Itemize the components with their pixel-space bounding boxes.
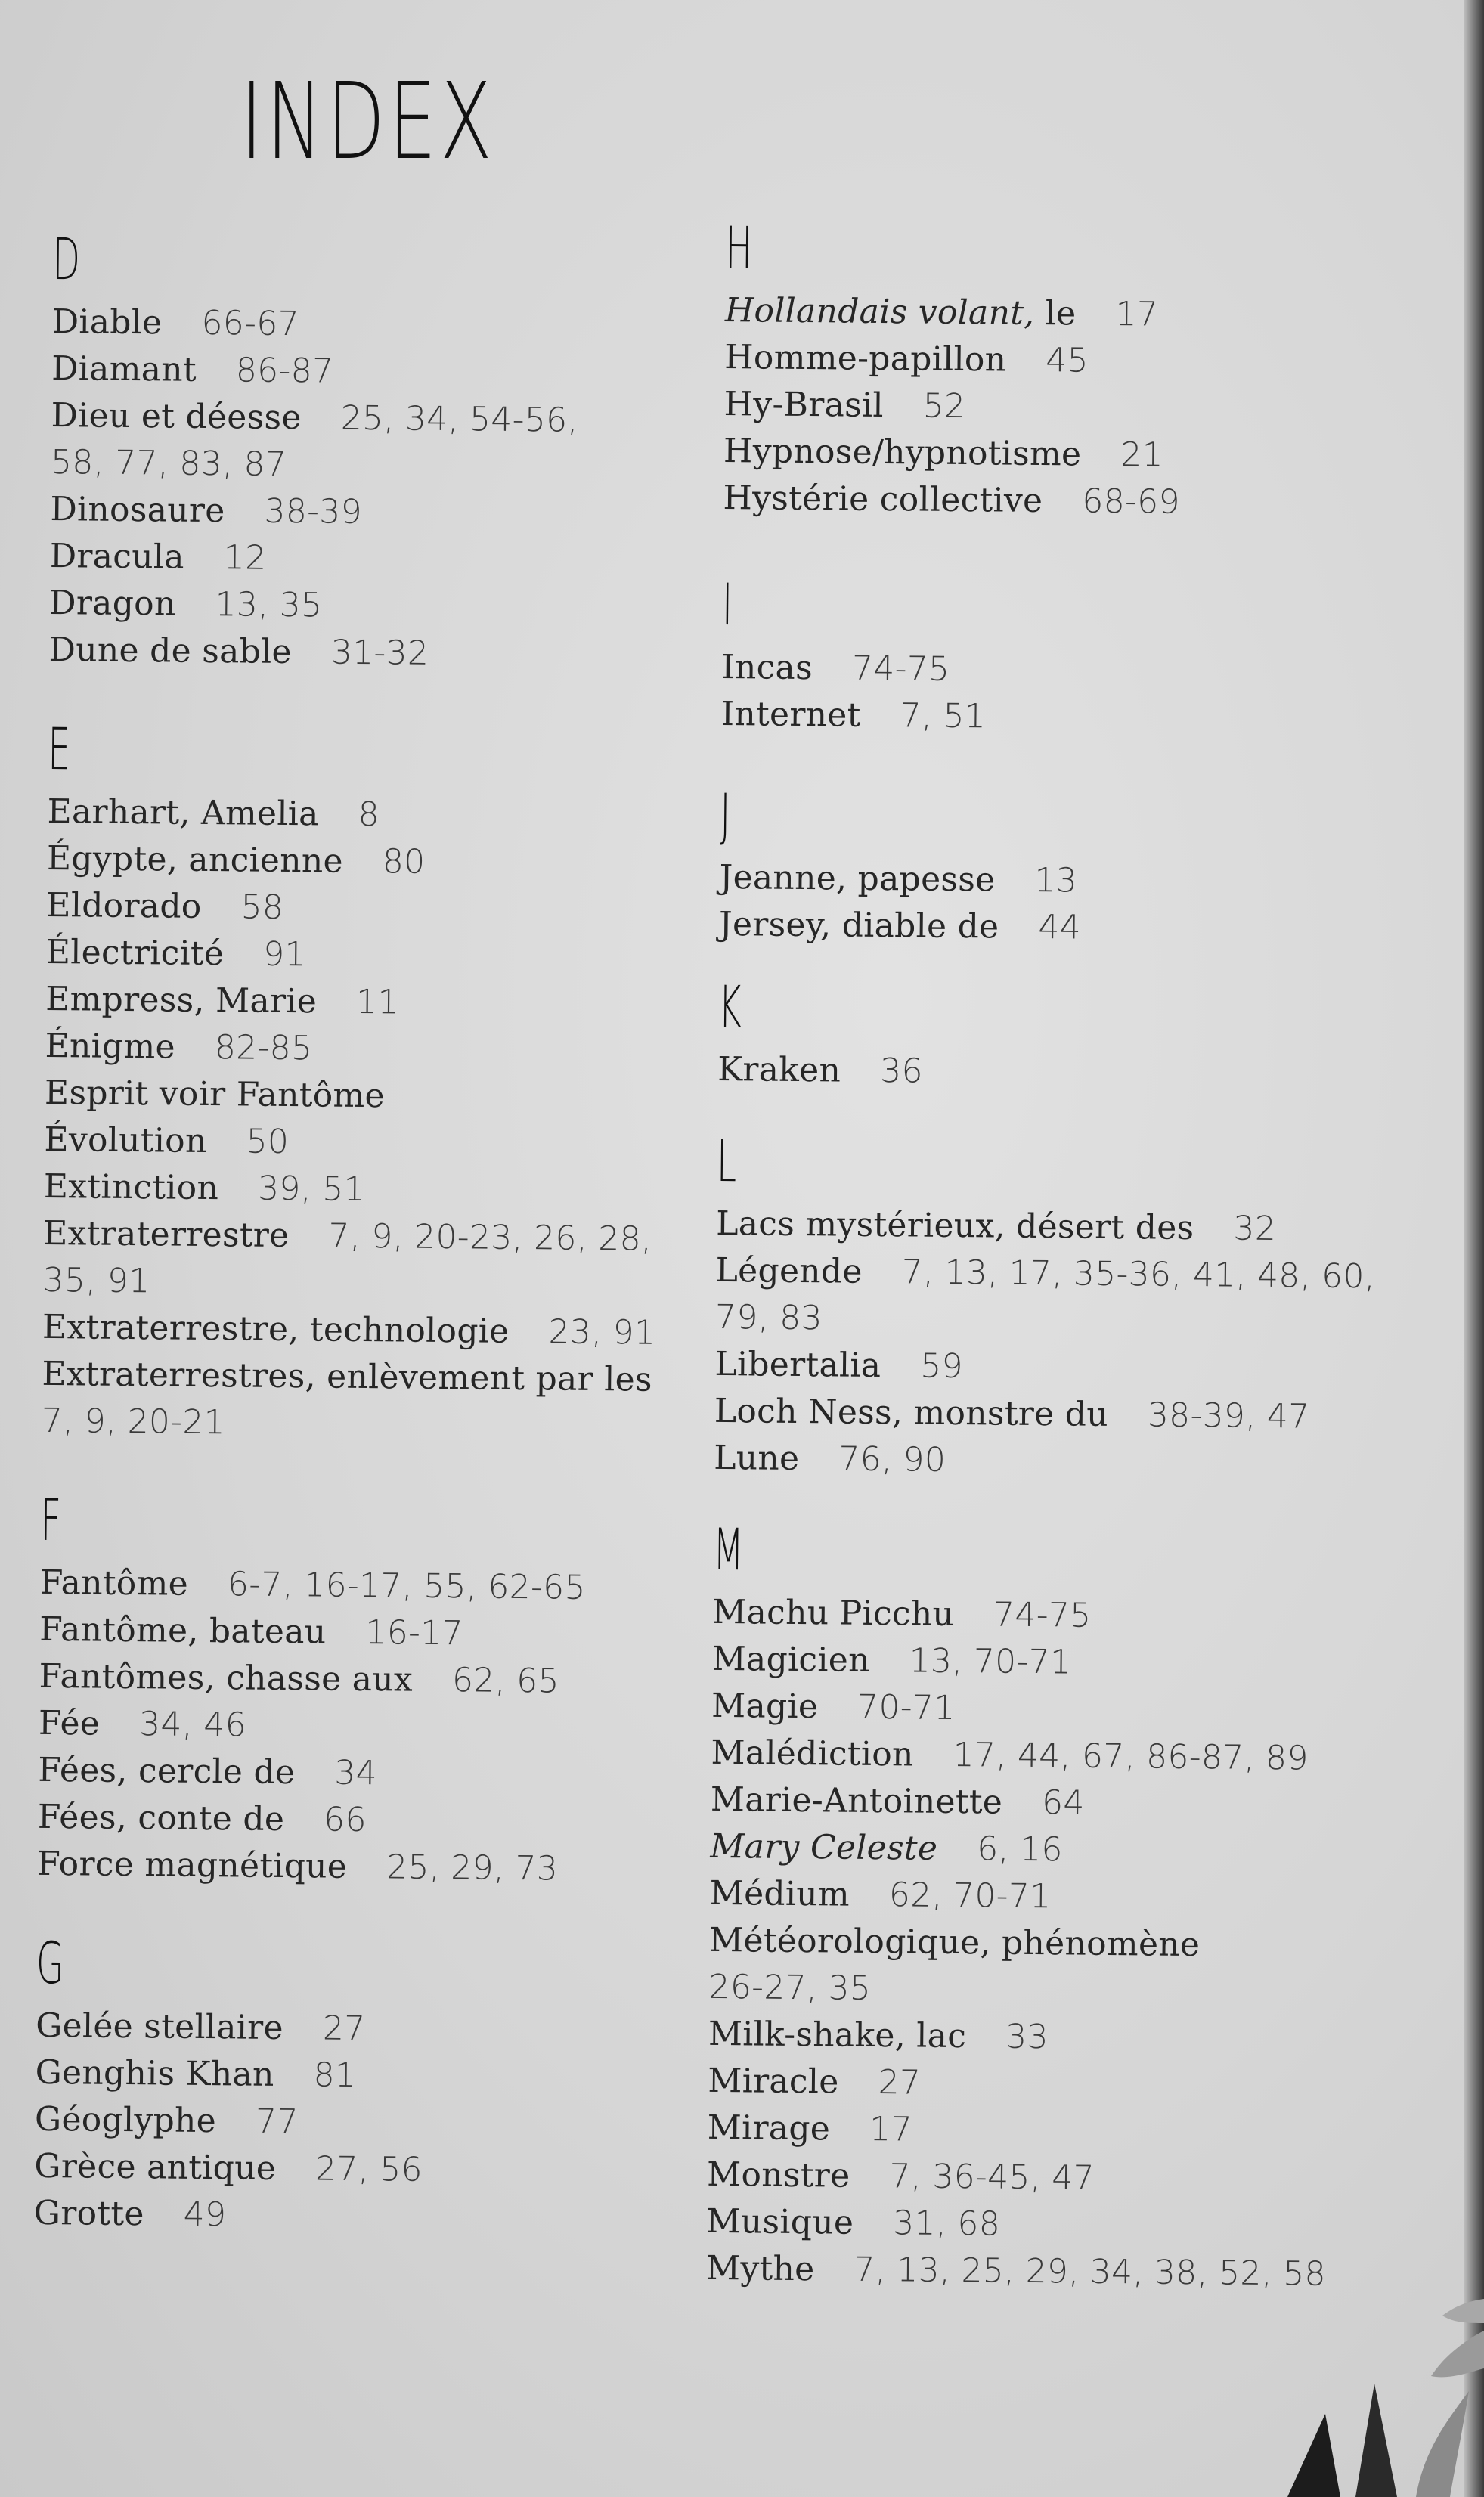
index-entry: Grotte 49: [33, 2193, 227, 2235]
index-entry: Fées, conte de 66: [37, 1797, 367, 1840]
index-entry: Musique 31, 68: [706, 2201, 1001, 2244]
index-section-i: [720, 570, 1387, 744]
index-entry-cross-reference: Esprit voir Fantôme: [44, 1073, 386, 1116]
decorative-plant-illustration: [1242, 2225, 1484, 2497]
index-entry: Homme-papillon 45: [724, 337, 1089, 380]
index-entry: Fée 34, 46: [38, 1703, 247, 1745]
section-letter: M: [712, 1515, 745, 1584]
index-entry: Force magnétique 25, 29, 73: [37, 1844, 559, 1888]
index-entry: Extinction 39, 51: [43, 1166, 366, 1210]
index-section-j: [718, 780, 1386, 954]
index-entry: Loch Ness, monstre du 38-39, 47: [714, 1391, 1310, 1436]
index-entry: Extraterrestres, enlèvement par les: [42, 1354, 653, 1399]
index-entry: Lacs mystérieux, désert des 32: [716, 1204, 1277, 1249]
index-entry: Mythe 7, 13, 25, 29, 34, 38, 52, 58: [705, 2248, 1327, 2294]
index-entry: Jeanne, papesse 13: [719, 857, 1078, 900]
index-section-e: [41, 714, 714, 1451]
index-right-column: [705, 214, 1391, 2298]
index-entry: Évolution 50: [44, 1120, 290, 1162]
index-entry: Incas 74-75: [721, 647, 950, 689]
index-entry: Magie 70-71: [711, 1686, 956, 1728]
index-entry: Mary Celeste 6, 16: [710, 1826, 1063, 1870]
index-left-column: [33, 225, 718, 2243]
index-entry: Magicien 13, 70-71: [711, 1639, 1072, 1682]
index-entry: Internet 7, 51: [720, 694, 987, 736]
index-entry: Égypte, ancienne 80: [46, 838, 426, 881]
section-letter: F: [40, 1485, 62, 1554]
index-entry: Énigme 82-85: [45, 1026, 313, 1068]
index-entry: Géoglyphe 77: [34, 2099, 299, 2142]
index-entry: Fantôme 6-7, 16-17, 55, 62-65: [39, 1563, 586, 1607]
section-letter: L: [716, 1126, 737, 1195]
section-letter: K: [717, 972, 742, 1041]
index-section-f: [37, 1485, 706, 1894]
index-entry: Hollandais volant, le 17: [724, 290, 1159, 334]
index-entry: Marie-Antoinette 64: [710, 1780, 1085, 1823]
index-entry: Dracula 12: [49, 536, 267, 578]
index-entry: Extraterrestre 7, 9, 20-23, 26, 28,: [43, 1213, 652, 1259]
index-entry-continuation: 7, 9, 20-21: [41, 1401, 226, 1442]
index-entry: Empress, Marie 11: [45, 979, 399, 1022]
index-entry: Diable 66-67: [51, 302, 300, 344]
index-entry: Dieu et déesse 25, 34, 54-56,: [51, 395, 578, 440]
index-entry: Électricité 91: [45, 932, 307, 974]
section-letter: E: [47, 714, 71, 783]
index-entry: Hypnose/hypnotisme 21: [723, 431, 1164, 475]
index-entry: Miracle 27: [708, 2061, 922, 2102]
index-entry: Hy-Brasil 52: [723, 384, 966, 426]
section-letter: D: [52, 225, 81, 293]
index-entry: Dinosaure 38-39: [50, 489, 363, 531]
index-entry-continuation: 58, 77, 83, 87: [50, 442, 287, 484]
index-entry: Dune de sable 31-32: [48, 630, 429, 673]
index-entry: Fantômes, chasse aux 62, 65: [39, 1656, 559, 1701]
index-entry: Jersey, diable de 44: [718, 904, 1082, 947]
index-entry: Diamant 86-87: [51, 349, 334, 391]
index-entry: Libertalia 59: [714, 1344, 964, 1386]
index-entry: Gelée stellaire 27: [35, 2006, 366, 2049]
index-entry: Genghis Khan 81: [35, 2052, 357, 2095]
page-title: INDEX: [240, 60, 496, 184]
index-entry-continuation: 79, 83: [714, 1297, 823, 1338]
index-section-h: [723, 214, 1391, 528]
index-entry: Monstre 7, 36-45, 47: [706, 2155, 1095, 2198]
index-entry: Extraterrestre, technologie 23, 91: [42, 1307, 656, 1352]
index-entry: Médium 62, 70-71: [709, 1873, 1052, 1916]
page-edge-shadow: [1464, 0, 1484, 2497]
index-entry: Lune 76, 90: [714, 1438, 946, 1479]
index-entry: Hystérie collective 68-69: [723, 478, 1181, 522]
section-letter: J: [720, 780, 731, 849]
index-entry: Météorologique, phénomène: [708, 1920, 1201, 1965]
index-section-k: [717, 972, 1383, 1099]
index-entry: Mirage 17: [707, 2108, 912, 2149]
index-section-l: [714, 1126, 1382, 1488]
index-entry: Earhart, Amelia 8: [47, 792, 380, 835]
index-entry: Légende 7, 13, 17, 35-36, 41, 48, 60,: [715, 1250, 1376, 1297]
index-entry: Kraken 36: [717, 1049, 924, 1091]
index-entry: Fées, cercle de 34: [38, 1750, 378, 1793]
index-entry-continuation: 35, 91: [42, 1260, 150, 1301]
index-entry-continuation: 26-27, 35: [708, 1967, 872, 2008]
index-entry: Dragon 13, 35: [49, 583, 323, 625]
index-entry: Grèce antique 27, 56: [34, 2146, 423, 2189]
index-section-d: [48, 225, 718, 680]
section-letter: G: [36, 1929, 64, 1997]
index-section-g: [33, 1929, 702, 2243]
section-letter: I: [721, 570, 733, 639]
index-entry: Eldorado 58: [46, 885, 284, 927]
index-section-m: [705, 1515, 1379, 2298]
section-letter: H: [725, 214, 753, 282]
index-entry: Machu Picchu 74-75: [712, 1592, 1092, 1635]
index-entry: Malédiction 17, 44, 67, 86-87, 89: [711, 1733, 1309, 1778]
index-entry: Milk-shake, lac 33: [708, 2014, 1049, 2057]
index-entry: Fantôme, bateau 16-17: [39, 1609, 464, 1653]
